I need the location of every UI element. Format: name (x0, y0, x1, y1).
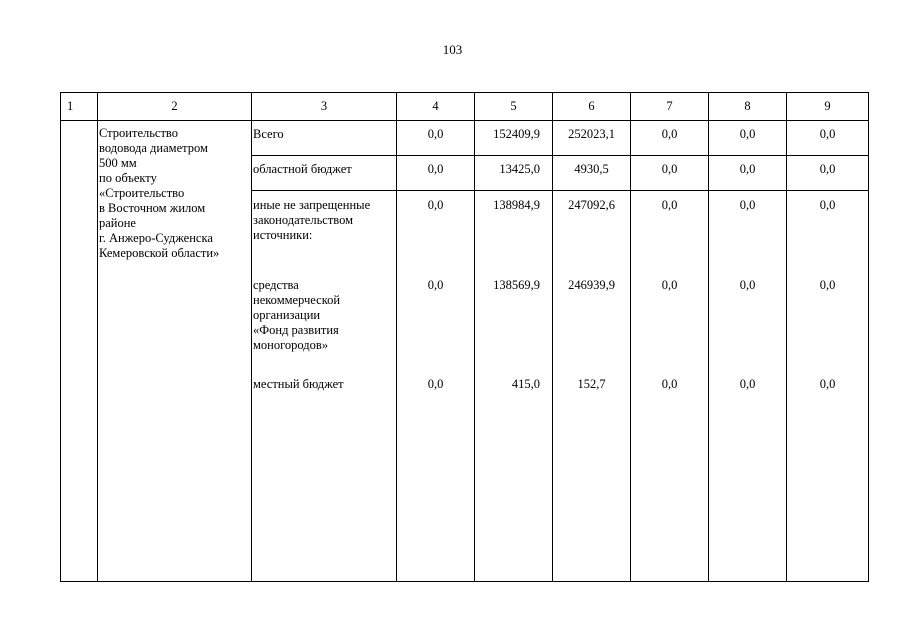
column-header: 1 (61, 93, 98, 121)
column-header: 9 (787, 93, 869, 121)
table-cell: 0,0 (661, 278, 678, 292)
table-cell: 0,0 (709, 156, 787, 191)
table-cell: 152,7 (577, 377, 606, 391)
table-cell: 415,0 (511, 377, 540, 391)
table-cell: 246939,9 (568, 278, 615, 292)
table-cell: 0,0 (427, 278, 444, 292)
table-cell: 0,0 (739, 198, 756, 212)
table-row (61, 121, 869, 156)
table-cell: 0,0 (819, 377, 836, 391)
table-cell: 0,0 (661, 377, 678, 391)
table-cell: 252023,1 (553, 121, 631, 156)
table-cell: 0,0 (787, 156, 869, 191)
table-cell: 0,0 (427, 198, 444, 212)
funding-source-label: Всего (253, 127, 284, 141)
table-header-row (61, 93, 869, 121)
table-cell: 13425,0 (475, 156, 553, 191)
column-header: 3 (252, 93, 397, 121)
page-number: 103 (442, 42, 463, 57)
column-header: 8 (709, 93, 787, 121)
column-header: 4 (397, 93, 475, 121)
table-cell: 0,0 (631, 121, 709, 156)
funding-source-label: местный бюджет (253, 377, 344, 391)
table-cell: 0,0 (739, 377, 756, 391)
budget-table (60, 92, 869, 582)
table-cell: 0,0 (739, 278, 756, 292)
column-header: 2 (98, 93, 252, 121)
table-cell: 138984,9 (493, 198, 540, 212)
column-header: 7 (631, 93, 709, 121)
table-cell: 152409,9 (475, 121, 553, 156)
table-cell: 0,0 (397, 121, 475, 156)
table-cell: 0,0 (661, 198, 678, 212)
table-cell: 0,0 (819, 278, 836, 292)
table-cell: 0,0 (631, 156, 709, 191)
table-cell: 0,0 (819, 198, 836, 212)
column-header: 6 (553, 93, 631, 121)
table-cell: 247092,6 (568, 198, 615, 212)
funding-source-label: иные не запрещенные законодательством источники: (253, 198, 371, 242)
column-header: 5 (475, 93, 553, 121)
table-cell: 0,0 (709, 121, 787, 156)
table-cell: 4930,5 (553, 156, 631, 191)
object-name-cell: Строительство водовода диаметром 500 мм по объекту «Строительство в Восточном жилом районе г. Анжеро-Судженска Кемеровской области» (98, 121, 252, 582)
table-cell: 0,0 (427, 377, 444, 391)
table-cell: 0,0 (787, 121, 869, 156)
row-number-cell (61, 121, 98, 582)
table-cell: 138569,9 (493, 278, 540, 292)
table-cell: 0,0 (397, 156, 475, 191)
funding-source-label: средства некоммерческой организации «Фонд развития моногородов» (253, 278, 341, 352)
funding-source-label: областной бюджет (253, 162, 352, 176)
